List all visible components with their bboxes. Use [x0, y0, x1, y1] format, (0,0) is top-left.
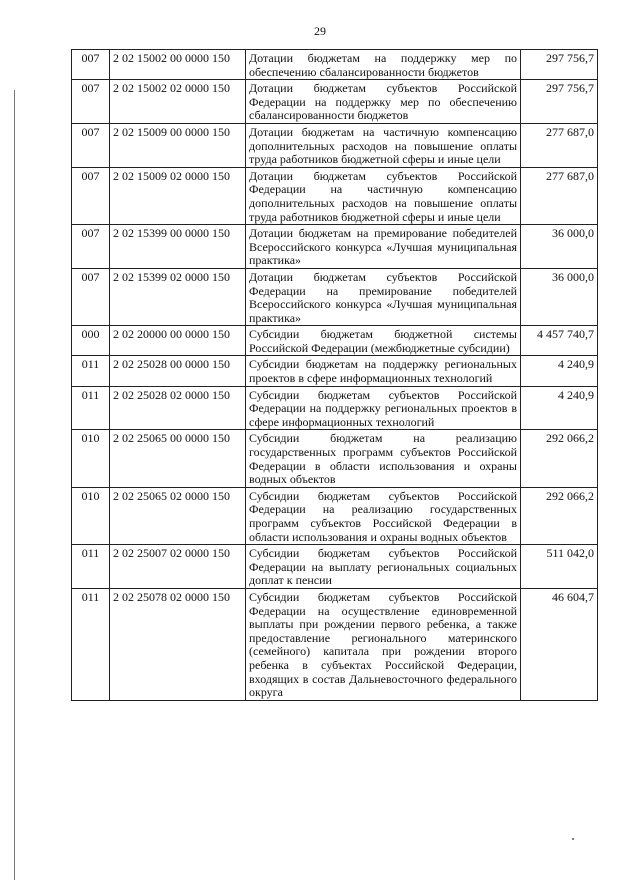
budget-revenue-table: [71, 49, 598, 701]
budget-classification-code-cell: 2 02 15009 02 0000 150: [110, 167, 246, 224]
admin-code-cell: 007: [72, 268, 110, 325]
budget-classification-code-cell: 2 02 25028 00 0000 150: [110, 356, 246, 386]
amount-cell: 292 066,2: [521, 430, 598, 487]
budget-classification-code-cell: 2 02 25007 02 0000 150: [110, 545, 246, 589]
table-row: [72, 430, 598, 487]
amount-cell: 297 756,7: [521, 50, 598, 80]
admin-code-cell: 007: [72, 50, 110, 80]
table-row: [72, 123, 598, 167]
admin-code-cell: 011: [72, 545, 110, 589]
amount-cell: 297 756,7: [521, 80, 598, 124]
admin-code-cell: 011: [72, 386, 110, 430]
revenue-description-cell: Субсидии бюджетам субъектов Российской Федерации на выплату региональных социальных доплат к пенсии: [246, 545, 521, 589]
budget-classification-code-cell: 2 02 15399 00 0000 150: [110, 225, 246, 269]
budget-classification-code-cell: 2 02 15009 00 0000 150: [110, 123, 246, 167]
budget-classification-code-cell: 2 02 25078 02 0000 150: [110, 588, 246, 700]
amount-cell: 36 000,0: [521, 268, 598, 325]
admin-code-cell: 011: [72, 356, 110, 386]
table-row: [72, 80, 598, 124]
left-margin-rule: [14, 90, 15, 880]
revenue-description-cell: Субсидии бюджетам субъектов Российской Федерации на осуществление единовременной выплаты при рождении первого ребенка, а также предоставление регионального материнского (семейного) капитала при рождении второго ребенка в субъектах Российской Федерации, входящих в состав Дальневосточного федерального округа: [246, 588, 521, 700]
amount-cell: 36 000,0: [521, 225, 598, 269]
table-row: [72, 545, 598, 589]
table-row: [72, 50, 598, 80]
revenue-description-cell: Дотации бюджетам субъектов Российской Федерации на поддержку мер по обеспечению сбалансированности бюджетов: [246, 80, 521, 124]
amount-cell: 4 240,9: [521, 386, 598, 430]
admin-code-cell: 010: [72, 430, 110, 487]
revenue-description-cell: Дотации бюджетам на частичную компенсацию дополнительных расходов на повышение оплаты труда работников бюджетной сферы и иные цели: [246, 123, 521, 167]
revenue-description-cell: Субсидии бюджетам на реализацию государственных программ субъектов Российской Федерации в области использования и охраны водных объектов: [246, 430, 521, 487]
budget-classification-code-cell: 2 02 15399 02 0000 150: [110, 268, 246, 325]
admin-code-cell: 010: [72, 487, 110, 544]
revenue-description-cell: Дотации бюджетам субъектов Российской Федерации на премирование победителей Всероссийского конкурса «Лучшая муниципальная практика»: [246, 268, 521, 325]
revenue-description-cell: Субсидии бюджетам бюджетной системы Российской Федерации (межбюджетные субсидии): [246, 326, 521, 356]
budget-classification-code-cell: 2 02 15002 00 0000 150: [110, 50, 246, 80]
budget-classification-code-cell: 2 02 25028 02 0000 150: [110, 386, 246, 430]
table-row: [72, 487, 598, 544]
admin-code-cell: 000: [72, 326, 110, 356]
scan-speck: [572, 838, 574, 840]
amount-cell: 277 687,0: [521, 123, 598, 167]
revenue-description-cell: Дотации бюджетам субъектов Российской Федерации на частичную компенсацию дополнительных расходов на повышение оплаты труда работников бюджетной сферы и иные цели: [246, 167, 521, 224]
table-row: [72, 225, 598, 269]
amount-cell: 277 687,0: [521, 167, 598, 224]
budget-classification-code-cell: 2 02 20000 00 0000 150: [110, 326, 246, 356]
amount-cell: 4 240,9: [521, 356, 598, 386]
revenue-description-cell: Дотации бюджетам на премирование победителей Всероссийского конкурса «Лучшая муниципальная практика»: [246, 225, 521, 269]
amount-cell: 4 457 740,7: [521, 326, 598, 356]
admin-code-cell: 007: [72, 167, 110, 224]
page-number: 29: [314, 24, 326, 38]
revenue-description-cell: Субсидии бюджетам субъектов Российской Федерации на поддержку региональных проектов в сфере информационных технологий: [246, 386, 521, 430]
budget-classification-code-cell: 2 02 15002 02 0000 150: [110, 80, 246, 124]
admin-code-cell: 007: [72, 225, 110, 269]
revenue-description-cell: Субсидии бюджетам субъектов Российской Федерации на реализацию государственных программ субъектов Российской Федерации в области использования и охраны водных объектов: [246, 487, 521, 544]
amount-cell: 511 042,0: [521, 545, 598, 589]
table-row: [72, 268, 598, 325]
amount-cell: 292 066,2: [521, 487, 598, 544]
table-row: [72, 167, 598, 224]
table-row: [72, 588, 598, 700]
amount-cell: 46 604,7: [521, 588, 598, 700]
table-row: [72, 326, 598, 356]
table-row: [72, 356, 598, 386]
admin-code-cell: 007: [72, 123, 110, 167]
revenue-description-cell: Субсидии бюджетам на поддержку региональных проектов в сфере информационных технологий: [246, 356, 521, 386]
admin-code-cell: 007: [72, 80, 110, 124]
admin-code-cell: 011: [72, 588, 110, 700]
revenue-description-cell: Дотации бюджетам на поддержку мер по обеспечению сбалансированности бюджетов: [246, 50, 521, 80]
table-body: [72, 50, 598, 701]
budget-classification-code-cell: 2 02 25065 02 0000 150: [110, 487, 246, 544]
table-row: [72, 386, 598, 430]
budget-classification-code-cell: 2 02 25065 00 0000 150: [110, 430, 246, 487]
